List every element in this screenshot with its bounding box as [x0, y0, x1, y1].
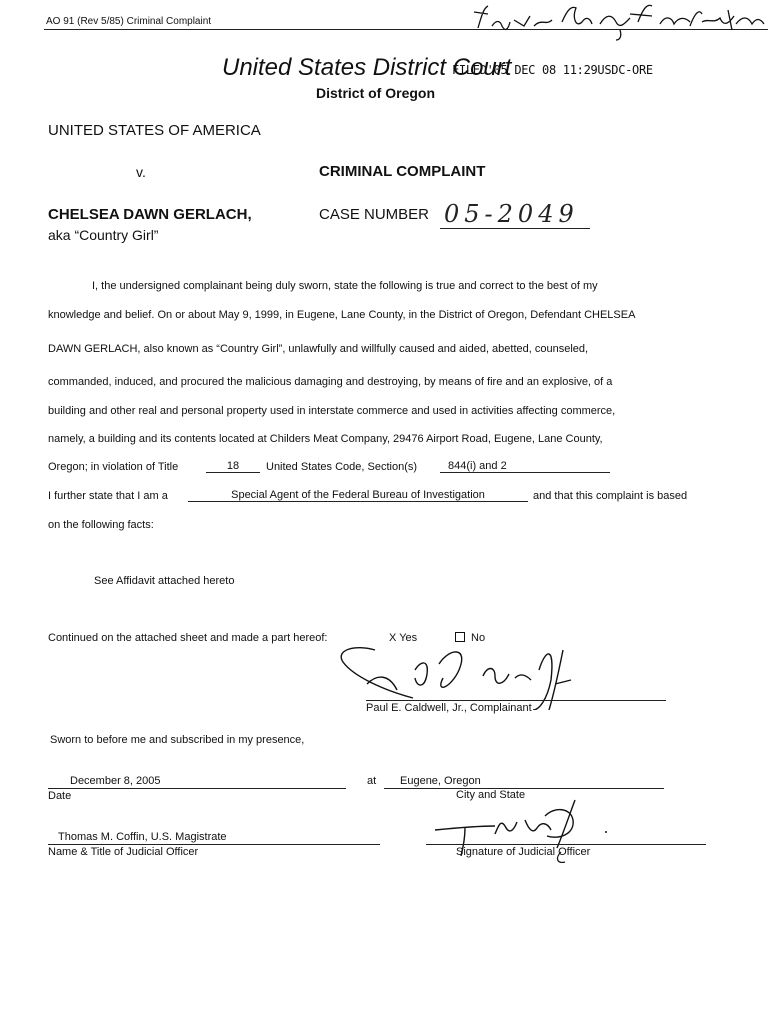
officer-name-label: Name & Title of Judicial Officer — [48, 846, 199, 858]
handwritten-margin-note — [470, 2, 768, 42]
place-label: City and State — [456, 789, 526, 801]
body-line-4: commanded, induced, and procured the malicious damaging and destroying, by means of fire and an explosive, of a — [48, 376, 613, 388]
body-line-7-mid: United States Code, Section(s) — [266, 461, 418, 473]
at-label: at — [367, 775, 377, 787]
date-line — [48, 788, 346, 789]
official-title-field: Special Agent of the Federal Bureau of Investigation — [188, 489, 528, 502]
date-value: December 8, 2005 — [70, 775, 161, 787]
title-number-field: 18 — [206, 460, 260, 473]
document-title: CRIMINAL COMPLAINT — [319, 163, 486, 180]
officer-name-value: Thomas M. Coffin, U.S. Magistrate — [58, 831, 227, 843]
officer-name-line — [48, 844, 380, 845]
body-line-7-prefix: Oregon; in violation of Title — [48, 461, 179, 473]
judicial-officer-signature — [425, 790, 625, 870]
sworn-statement: Sworn to before me and subscribed in my presence, — [50, 734, 305, 746]
officer-signature-line — [426, 844, 706, 845]
continued-no: No — [471, 632, 486, 644]
continued-yes: X Yes — [389, 632, 418, 644]
body-line-5: building and other real and personal property used in interstate commerce and used in activities affecting commerce, — [48, 405, 616, 417]
district-name: District of Oregon — [316, 85, 436, 101]
versus-label: v. — [136, 164, 146, 180]
body-line-1: I, the undersigned complainant being duly sworn, state the following is true and correct to the best of my — [92, 280, 598, 292]
officer-signature-label: Signature of Judicial Officer — [456, 846, 591, 858]
body-line-2: knowledge and belief. On or about May 9, 1999, in Eugene, Lane County, in the District of Oregon, Defendant CHELSEA — [48, 309, 636, 321]
sections-field: 844(i) and 2 — [440, 460, 610, 473]
affidavit-note: See Affidavit attached hereto — [94, 575, 235, 587]
court-name: United States District Court — [222, 54, 512, 81]
filing-stamp: FILED'05 DEC 08 11:29USDC-ORE — [452, 63, 653, 77]
case-number-field — [440, 198, 590, 229]
body-line-8-suffix: and that this complaint is based — [533, 490, 688, 502]
case-number-label: CASE NUMBER — [319, 206, 430, 223]
body-line-8-prefix: I further state that I am a — [48, 490, 168, 502]
complainant-name: Paul E. Caldwell, Jr., Complainant — [366, 702, 532, 714]
body-line-6: namely, a building and its contents located at Childers Meat Company, 29476 Airport Road, Eugene, Lane County, — [48, 433, 603, 445]
defendant-name: CHELSEA DAWN GERLACH, — [48, 206, 252, 223]
complainant-signature-line — [366, 700, 666, 701]
body-line-9: on the following facts: — [48, 519, 154, 531]
case-number-value: 05-2049 — [444, 200, 579, 228]
date-label: Date — [48, 790, 72, 802]
body-line-3: DAWN GERLACH, also known as “Country Girl”, unlawfully and willfully caused and aided, abetted, counseled, — [48, 343, 589, 355]
plaintiff-name: UNITED STATES OF AMERICA — [48, 122, 261, 139]
form-identifier: AO 91 (Rev 5/85) Criminal Complaint — [46, 16, 212, 27]
defendant-alias: aka “Country Girl” — [48, 227, 159, 243]
continued-label: Continued on the attached sheet and made a part hereof: — [48, 632, 328, 644]
place-value: Eugene, Oregon — [400, 775, 481, 787]
